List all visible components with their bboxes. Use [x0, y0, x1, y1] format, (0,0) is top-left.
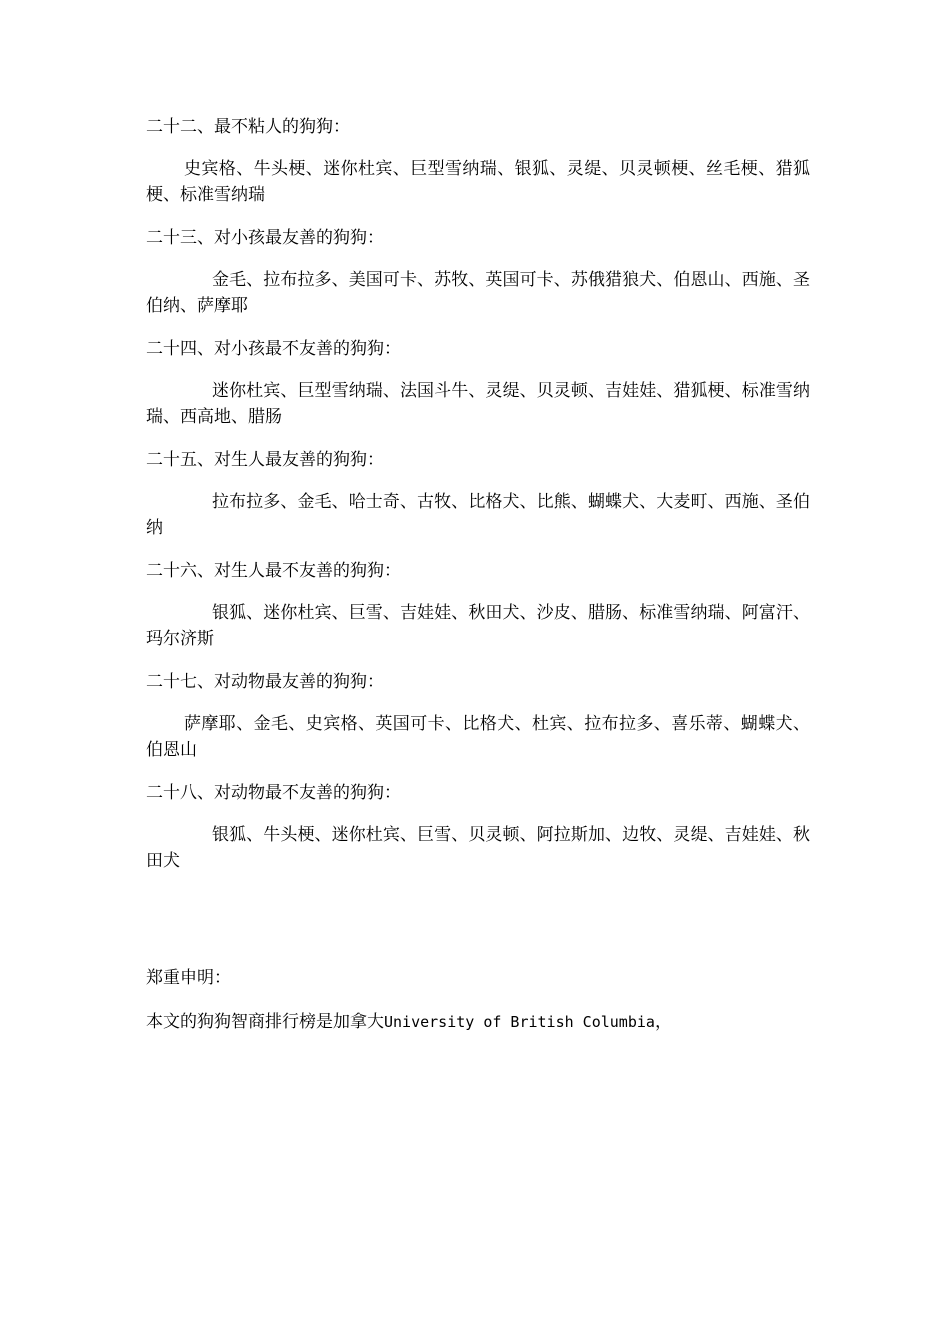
- section-heading-27: 二十七、对动物最友善的狗狗：: [146, 672, 384, 692]
- notice-body-prefix: 本文的狗狗智商排行榜是加拿大: [146, 1012, 384, 1032]
- section-heading-23: 二十三、对小孩最友善的狗狗：: [146, 228, 384, 248]
- section-body-28: 银狐、牛头梗、迷你杜宾、巨雪、贝灵顿、阿拉斯加、边牧、灵缇、吉娃娃、秋田犬: [146, 825, 810, 871]
- section-body-25: 拉布拉多、金毛、哈士奇、古牧、比格犬、比熊、蝴蝶犬、大麦町、西施、圣伯纳: [146, 492, 810, 538]
- spacer: [146, 891, 810, 965]
- section-body-23: 金毛、拉布拉多、美国可卡、苏牧、英国可卡、苏俄猎狼犬、伯恩山、西施、圣伯纳、萨摩耶: [146, 270, 810, 316]
- section-heading-26: 二十六、对生人最不友善的狗狗：: [146, 561, 401, 581]
- section-heading-28: 二十八、对动物最不友善的狗狗：: [146, 783, 401, 803]
- section-body-22: 史宾格、牛头梗、迷你杜宾、巨型雪纳瑞、银狐、灵缇、贝灵顿梗、丝毛梗、猎狐梗、标准雪纳瑞: [146, 159, 810, 205]
- section-heading-22: 二十二、最不粘人的狗狗：: [146, 117, 350, 137]
- notice-title: 郑重申明：: [146, 968, 231, 988]
- notice-body-university: University of British Columbia: [384, 1013, 655, 1031]
- section-heading-25: 二十五、对生人最友善的狗狗：: [146, 450, 384, 470]
- section-body-27: 萨摩耶、金毛、史宾格、英国可卡、比格犬、杜宾、拉布拉多、喜乐蒂、蝴蝶犬、伯恩山: [146, 714, 810, 760]
- notice-body-suffix: ，: [654, 1012, 672, 1032]
- section-heading-24: 二十四、对小孩最不友善的狗狗：: [146, 339, 401, 359]
- document-content: [146, 114, 810, 1035]
- section-body-26: 银狐、迷你杜宾、巨雪、吉娃娃、秋田犬、沙皮、腊肠、标准雪纳瑞、阿富汗、玛尔济斯: [146, 603, 810, 649]
- section-body-24: 迷你杜宾、巨型雪纳瑞、法国斗牛、灵缇、贝灵顿、吉娃娃、猎狐梗、标准雪纳瑞、西高地、腊肠: [146, 381, 810, 427]
- notice-body: [146, 1009, 810, 1035]
